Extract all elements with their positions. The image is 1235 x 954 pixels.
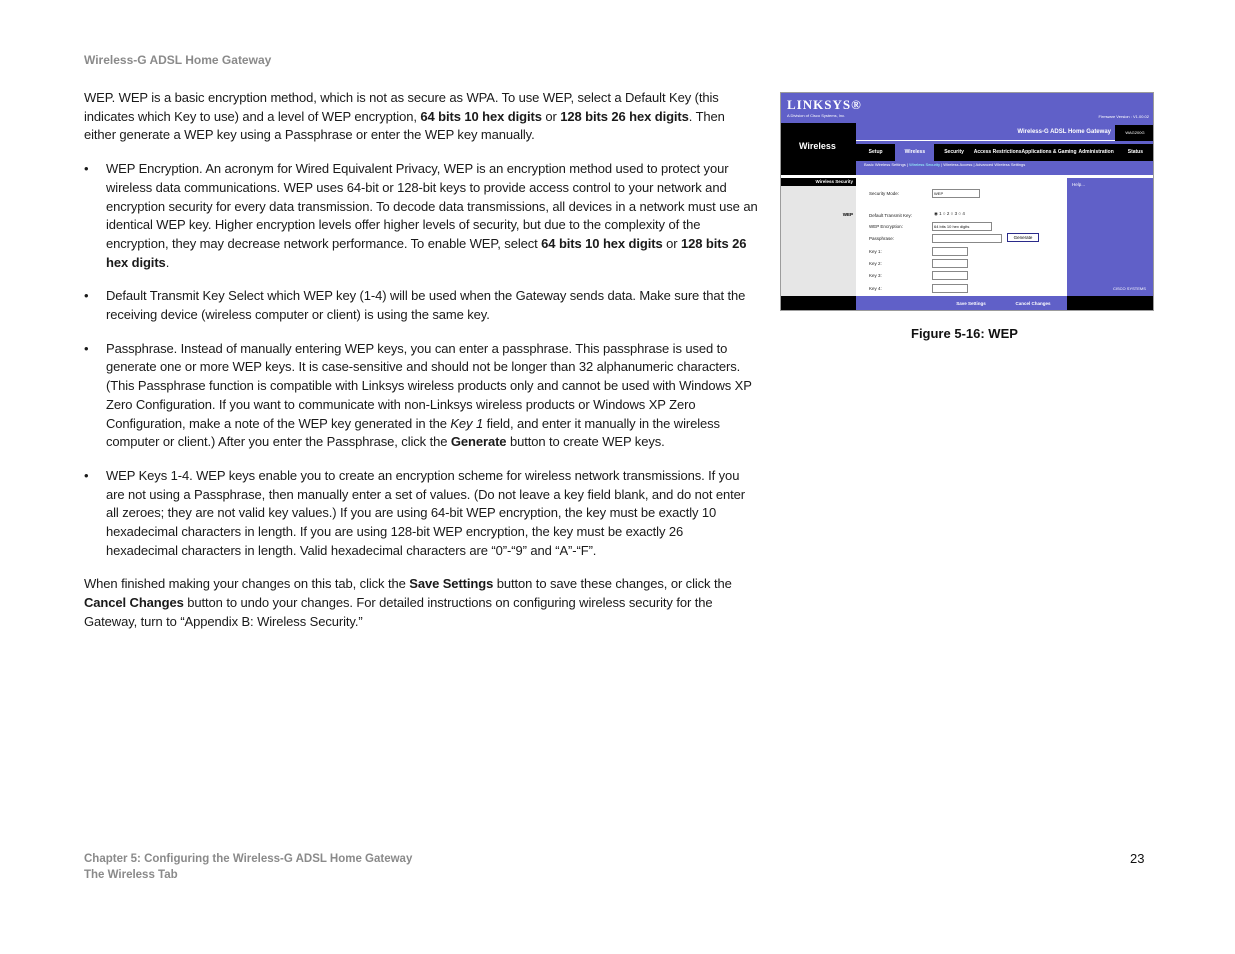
fig-top-banner — [781, 93, 1154, 123]
intro-bold-64bit: 64 bits 10 hex digits — [420, 108, 542, 124]
fig-section-title: Wireless — [799, 141, 836, 151]
linksys-logo-subtitle: A Division of Cisco Systems, Inc. — [787, 113, 846, 118]
footer-chapter-title: Chapter 5: Configuring the Wireless-G ADSL Home Gateway — [84, 853, 413, 865]
bullet1-text-2: or — [662, 235, 682, 251]
fig-subtab-security: Wireless Security — [909, 162, 940, 167]
intro-text-3: . Then either generate a WEP key using a Passphrase or enter the WEP key manually. — [84, 108, 725, 143]
bullet-passphrase — [84, 340, 758, 452]
fig-key1-field — [932, 247, 968, 256]
bullet3-bold-generate: Generate — [450, 434, 507, 450]
intro-bold-128bit: 128 bits 26 hex digits — [560, 108, 689, 124]
fig-key1-label: Key 1: — [869, 249, 882, 254]
fig-help-link: Help... — [1072, 182, 1086, 187]
fig-key2-field — [932, 259, 968, 268]
fig-subtab-separator: | — [973, 162, 975, 167]
fig-encryption-select: 64 bits 10 hex digits — [932, 222, 992, 231]
bullet3-text-1: Passphrase. Instead of manually entering WEP keys, you can enter a passphrase. This passphrase is used to generate one or more WEP keys. It is case-sensitive and should not be longer than 32 alphanumeric characters. (This Passphrase function is compatible with Linksys wireless products only and cannot be used with Windows XP Zero Configuration. If you want to communicate with non-Linksys wireless products or Windows XP Zero Configuration, make a note of the WEP key generated in the — [106, 340, 752, 431]
fig-subtab-access: Wireless Access — [943, 162, 973, 167]
bullet2-text: Default Transmit Key Select which WEP key (1-4) will be used when the Gateway sends data. Make sure that the receiving device (wireless computer or client) is using the same key. — [106, 288, 746, 323]
fig-subtab-basic: Basic Wireless Settings — [864, 162, 906, 167]
fig-transmit-key-radios: ◉ 1 ○ 2 ○ 3 ○ 4 — [934, 211, 965, 216]
firmware-version: Firmware Version : V1.00.02 — [1098, 114, 1149, 119]
wep-screenshot-figure — [780, 92, 1154, 311]
closing-text-2: button to save these changes, or click the — [493, 576, 732, 592]
fig-tab-wireless: Wireless — [895, 144, 934, 161]
bullet-marker: • — [84, 161, 89, 177]
bullet3-italic-key1: Key 1 — [450, 415, 484, 431]
fig-subtab-separator: | — [941, 162, 943, 167]
bullet-marker: • — [84, 467, 89, 483]
fig-key3-field — [932, 271, 968, 280]
fig-security-mode-select: WEP — [932, 189, 980, 198]
fig-left-section-label: Wireless Security — [781, 178, 856, 186]
fig-subtab-advanced: Advanced Wireless Settings — [975, 162, 1026, 167]
fig-save-settings-button: Save Settings — [956, 301, 986, 306]
cisco-systems-logo: CISCO SYSTEMS — [1113, 286, 1146, 291]
intro-text-2: or — [541, 108, 561, 124]
fig-tab-access-restrictions: Access Restrictions — [973, 149, 1022, 155]
fig-tab-setup: Setup — [868, 149, 883, 155]
fig-help-panel — [1067, 178, 1154, 296]
bullet1-bold-128bit: 128 bits 26 hex digits — [106, 235, 747, 270]
bullet-marker: • — [84, 288, 89, 304]
figure-caption: Figure 5-16: WEP — [911, 326, 1018, 341]
fig-model-number: WAG200G — [1115, 125, 1154, 141]
fig-passphrase-label: Passphrase: — [869, 236, 895, 241]
fig-tab-applications-gaming: Applications & Gaming — [1021, 149, 1077, 155]
bullet-default-transmit-key — [84, 287, 758, 324]
page-footer — [84, 851, 412, 883]
fig-subtab-separator: | — [906, 162, 908, 167]
closing-text-3: button to undo your changes. For detailed instructions on configuring wireless security for the Gateway, turn to “Appendix B: Wireless Security.” — [84, 595, 713, 629]
body-text — [84, 89, 758, 647]
bullet4-text: WEP Keys 1-4. WEP keys enable you to create an encryption scheme for wireless network transmissions. If you are not using a Passphrase, then manually enter a set of values. (Do not leave a key field blank, and do not enter all zeroes; they are not valid key values.) If you are using 64-bit WEP encryption, the key must be exactly 10 hexadecimal characters in length. If you are using 128-bit WEP encryption, the key must be exactly 26 hexadecimal characters in length. Valid hexadecimal characters are “0”-“9” and “A”-“F”. — [106, 467, 746, 558]
fig-product-bar — [856, 125, 1154, 141]
fig-product-name: Wireless-G ADSL Home Gateway — [1017, 129, 1111, 135]
fig-subtab-bar — [856, 161, 1154, 169]
bullet-wep-keys — [84, 467, 758, 561]
running-header: Wireless-G ADSL Home Gateway — [84, 53, 272, 67]
fig-left-body — [781, 186, 856, 296]
linksys-logo: LINKSYS® — [787, 97, 862, 112]
closing-text-1: When finished making your changes on this tab, click the — [84, 576, 410, 592]
intro-text-1: WEP. WEP is a basic encryption method, which is not as secure as WPA. To use WEP, select a Default Key (this indicates which Key to use) and a level of WEP encryption, — [84, 90, 719, 124]
closing-bold-save-settings: Save Settings — [409, 576, 494, 592]
intro-paragraph — [84, 89, 758, 145]
fig-cancel-changes-button: Cancel Changes — [1015, 301, 1051, 306]
fig-wep-label: WEP — [842, 212, 853, 217]
closing-bold-cancel-changes: Cancel Changes — [84, 595, 184, 611]
fig-security-mode-label: Security Mode: — [869, 191, 900, 196]
fig-transmit-key-label: Default Transmit Key: — [869, 213, 913, 218]
bullet3-text-2: field, and enter it manually in the wireless computer or client.) After you enter the Passphrase, click the — [106, 415, 720, 450]
page-number: 23 — [1130, 851, 1145, 866]
fig-tab-security: Security — [944, 149, 964, 155]
fig-encryption-label: WEP Encryption: — [869, 224, 903, 229]
bullet1-bold-64bit: 64 bits 10 hex digits — [541, 235, 663, 251]
fig-tab-administration: Administration — [1078, 149, 1114, 155]
footer-section-title: The Wireless Tab — [84, 869, 178, 881]
fig-key3-label: Key 3: — [869, 273, 882, 278]
fig-key2-label: Key 2: — [869, 261, 882, 266]
fig-generate-button: Generate — [1007, 233, 1039, 242]
bullet-list — [84, 160, 758, 560]
bullet1-text-1: WEP Encryption. An acronym for Wired Equivalent Privacy, WEP is an encryption method used to protect your wireless data communications. WEP uses 64-bit or 128-bit keys to provide access control to your network and encryption security for every data transmission. To decode data transmissions, all devices in a network must use an identical WEP key. Higher encryption levels offer higher levels of security, but due to the complexity of the encryption, they may decrease network performance. To enable WEP, select — [106, 161, 758, 251]
bullet1-text-3: . — [165, 254, 170, 270]
bullet-marker: • — [84, 340, 89, 356]
fig-key4-label: Key 4: — [869, 286, 882, 291]
fig-tab-bar — [856, 144, 1154, 161]
bullet-wep-encryption — [84, 160, 758, 272]
bullet3-text-3: button to create WEP keys. — [506, 434, 665, 450]
fig-key4-field — [932, 284, 968, 293]
fig-passphrase-field — [932, 234, 1002, 243]
fig-form-panel — [856, 178, 1067, 296]
closing-paragraph — [84, 575, 758, 631]
fig-tab-status: Status — [1127, 149, 1144, 155]
